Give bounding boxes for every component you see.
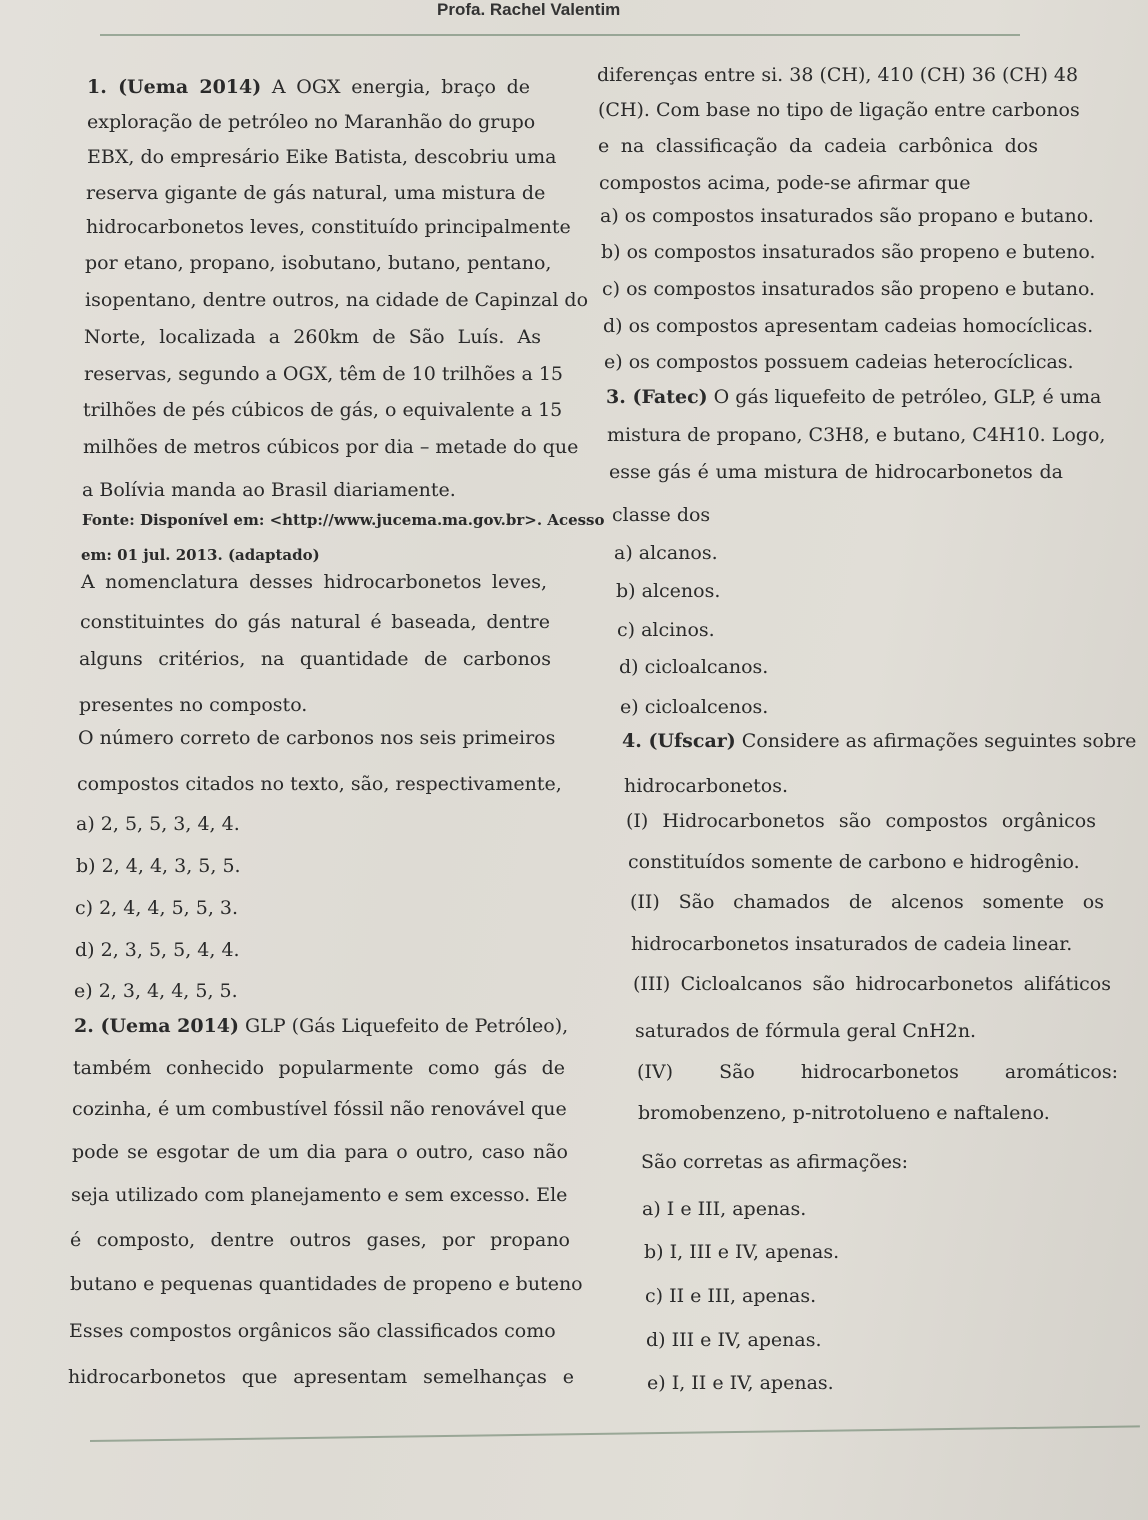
q1-line: EBX, do empresário Eike Batista, descobriu uma [87, 146, 557, 168]
q2-line: hidrocarbonetos que apresentam semelhanças e [68, 1366, 574, 1388]
q4-statement-III: saturados de fórmula geral CnH2n. [635, 1020, 977, 1042]
q4-statement-IV: (IV) São hidrocarbonetos aromáticos: [637, 1061, 1118, 1083]
q1-line: hidrocarbonetos leves, constituído principalmente [86, 216, 571, 238]
q1-line: milhões de metros cúbicos por dia – metade do que [83, 436, 579, 458]
q1-line: reservas, segundo a OGX, têm de 10 trilhões a 15 [84, 363, 564, 385]
q3-option-c: c) alcinos. [617, 619, 715, 641]
q2-option-c: c) os compostos insaturados são propeno e butano. [602, 278, 1096, 300]
q3-option-a: a) alcanos. [614, 542, 718, 564]
q2-line: também conhecido popularmente como gás de [73, 1057, 565, 1079]
q2-option-b: b) os compostos insaturados são propeno e buteno. [601, 241, 1096, 263]
q4-option-c: c) II e III, apenas. [645, 1285, 817, 1307]
q1-body: presentes no composto. [79, 694, 308, 716]
q4-statement-IV: bromobenzeno, p-nitrotolueno e naftaleno. [638, 1102, 1050, 1124]
q2-cont: diferenças entre si. 38 (CH), 410 (CH) 36 (CH) 48 [597, 64, 1079, 86]
q4-option-d: d) III e IV, apenas. [646, 1329, 822, 1351]
q2-line: 2. (Uema 2014) GLP (Gás Liquefeito de Petróleo), [74, 1015, 569, 1037]
q1-line: exploração de petróleo no Maranhão do grupo [87, 111, 536, 133]
q2-option-d: d) os compostos apresentam cadeias homocíclicas. [603, 315, 1094, 337]
q3-line: mistura de propano, C3H8, e butano, C4H10. Logo, [607, 424, 1106, 446]
q2-option-e: e) os compostos possuem cadeias heterocíclicas. [604, 351, 1074, 373]
q4-line: 4. (Ufscar) Considere as afirmações seguintes sobre [622, 730, 1137, 752]
q4-statement-II: (II) São chamados de alcenos somente os [630, 891, 1104, 913]
q1-line: isopentano, dentre outros, na cidade de Capinzal do [85, 289, 589, 311]
q1-body: alguns critérios, na quantidade de carbonos [79, 648, 551, 670]
q1-option-e: e) 2, 3, 4, 4, 5, 5. [74, 980, 238, 1002]
q4-line: hidrocarbonetos. [624, 775, 788, 797]
q2-line: seja utilizado com planejamento e sem excesso. Ele [71, 1184, 568, 1206]
q2-line: butano e pequenas quantidades de propeno e buteno [70, 1273, 583, 1295]
q1-line: por etano, propano, isobutano, butano, pentano, [85, 252, 552, 274]
q1-body: O número correto de carbonos nos seis primeiros [78, 727, 556, 749]
q1-option-b: b) 2, 4, 4, 3, 5, 5. [76, 855, 241, 877]
q4-statement-III: (III) Cicloalcanos são hidrocarbonetos alifáticos [633, 973, 1111, 995]
q3-option-d: d) cicloalcanos. [619, 656, 769, 678]
q1-option-a: a) 2, 5, 5, 3, 4, 4. [76, 813, 240, 835]
q2-cont: e na classificação da cadeia carbônica dos [598, 135, 1038, 157]
q2-cont: compostos acima, pode-se afirmar que [599, 172, 971, 194]
q1-option-d: d) 2, 3, 5, 5, 4, 4. [75, 939, 240, 961]
q1-line: a Bolívia manda ao Brasil diariamente. [82, 479, 456, 501]
q2-line: é composto, dentre outros gases, por propano [70, 1229, 570, 1251]
page-header: Profa. Rachel Valentim [437, 0, 621, 19]
q1-line: Norte, localizada a 260km de São Luís. As [84, 326, 541, 348]
q3-option-e: e) cicloalcenos. [620, 696, 769, 718]
q3-line: classe dos [612, 504, 711, 526]
q2-option-a: a) os compostos insaturados são propano e butano. [600, 205, 1094, 227]
q1-source: em: 01 jul. 2013. (adaptado) [81, 546, 320, 564]
q1-line: reserva gigante de gás natural, uma mistura de [86, 182, 546, 204]
q2-line: pode se esgotar de um dia para o outro, caso não [72, 1141, 568, 1163]
q4-option-b: b) I, III e IV, apenas. [644, 1241, 840, 1263]
q2-line: cozinha, é um combustível fóssil não renovável que [72, 1098, 567, 1120]
q3-line: 3. (Fatec) O gás liquefeito de petróleo, GLP, é uma [606, 386, 1102, 408]
q1-body: constituintes do gás natural é baseada, dentre [80, 611, 550, 633]
q2-line: Esses compostos orgânicos são classificados como [69, 1320, 556, 1342]
q1-line: 1. (Uema 2014) A OGX energia, braço de [87, 76, 530, 98]
q1-body: A nomenclatura desses hidrocarbonetos leves, [81, 571, 547, 593]
q1-option-c: c) 2, 4, 4, 5, 5, 3. [75, 897, 239, 919]
q4-option-e: e) I, II e IV, apenas. [647, 1372, 834, 1394]
q1-source: Fonte: Disponível em: <http://www.jucema.ma.gov.br>. Acesso [82, 511, 605, 529]
q4-statement-I: constituídos somente de carbono e hidrogênio. [628, 851, 1080, 873]
q2-cont: (CH). Com base no tipo de ligação entre carbonos [598, 99, 1080, 121]
q4-statement-II: hidrocarbonetos insaturados de cadeia linear. [631, 933, 1073, 955]
q4-statement-I: (I) Hidrocarbonetos são compostos orgânicos [626, 810, 1096, 832]
q4-option-a: a) I e III, apenas. [642, 1198, 807, 1220]
q3-line: esse gás é uma mistura de hidrocarbonetos da [609, 461, 1063, 483]
q1-line: trilhões de pés cúbicos de gás, o equivalente a 15 [83, 399, 563, 421]
q1-body: compostos citados no texto, são, respectivamente, [77, 773, 562, 795]
q4-prompt: São corretas as afirmações: [641, 1151, 909, 1173]
q3-option-b: b) alcenos. [616, 580, 721, 602]
